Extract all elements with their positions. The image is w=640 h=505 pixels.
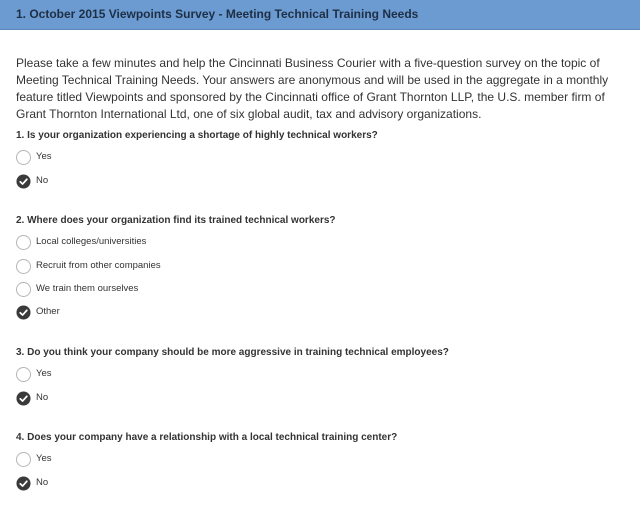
survey-intro: Please take a few minutes and help the Cincinnati Business Courier with a five-question survey on the topic of Meeting Technical Training Needs. Your answers are anonymous and will be used in the aggregate in a monthly feature titled Viewpoints and sponsored by the Cincinnati office of Grant Thornton LLP, the U.S. member firm of Grant Thornton International Ltd, one of six global audit, tax and advisory organizations. (16, 56, 609, 121)
option-label: No (36, 477, 49, 488)
check-circle-icon[interactable] (16, 476, 31, 491)
question-3-title: 3. Do you think your company should be more aggressive in training technical employees? (16, 347, 449, 358)
q1-option-no[interactable] (16, 174, 316, 190)
option-label: We train them ourselves (36, 283, 139, 294)
radio-empty-icon[interactable] (16, 367, 31, 382)
radio-empty-icon[interactable] (16, 235, 31, 250)
radio-empty-icon[interactable] (16, 452, 31, 467)
q2-option-recruit[interactable] (16, 259, 316, 275)
option-label: No (36, 175, 49, 186)
q4-option-no[interactable] (16, 476, 316, 492)
check-circle-icon[interactable] (16, 174, 31, 189)
survey-header (0, 0, 640, 30)
radio-empty-icon[interactable] (16, 259, 31, 274)
radio-empty-icon[interactable] (16, 282, 31, 297)
option-label: Yes (36, 151, 52, 162)
option-label: Other (36, 306, 60, 317)
option-label: Local colleges/universities (36, 236, 147, 247)
q2-option-train-ourselves[interactable] (16, 282, 316, 298)
option-label: Yes (36, 453, 52, 464)
q4-option-yes[interactable] (16, 452, 316, 468)
q2-option-other[interactable] (16, 305, 316, 321)
check-circle-icon[interactable] (16, 305, 31, 320)
q2-option-local-colleges[interactable] (16, 235, 316, 251)
option-label: Recruit from other companies (36, 260, 161, 271)
check-circle-icon[interactable] (16, 391, 31, 406)
page-title: 1. October 2015 Viewpoints Survey - Meeting Technical Training Needs (16, 7, 419, 21)
q1-option-yes[interactable] (16, 150, 316, 166)
q3-option-yes[interactable] (16, 367, 316, 383)
question-4-title: 4. Does your company have a relationship with a local technical training center? (16, 432, 398, 443)
question-1-title: 1. Is your organization experiencing a shortage of highly technical workers? (16, 130, 378, 141)
q3-option-no[interactable] (16, 391, 316, 407)
question-2-title: 2. Where does your organization find its trained technical workers? (16, 215, 336, 226)
radio-empty-icon[interactable] (16, 150, 31, 165)
option-label: Yes (36, 368, 52, 379)
option-label: No (36, 392, 49, 403)
